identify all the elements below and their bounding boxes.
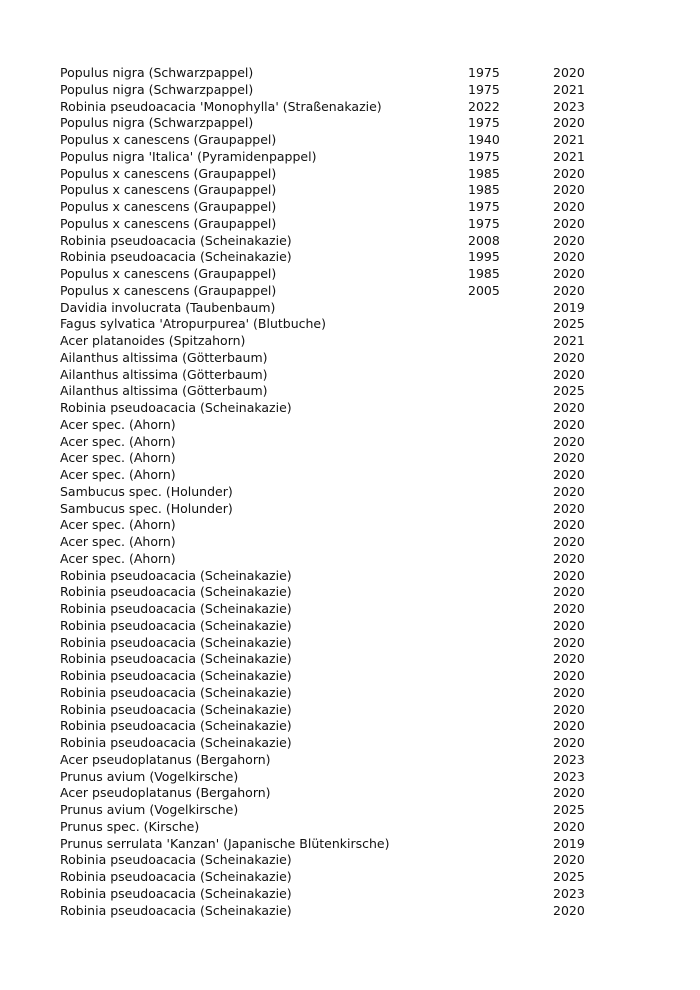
- tree-species-cell: Prunus avium (Vogelkirsche): [60, 768, 239, 784]
- inspection-year-cell: 2020: [553, 617, 585, 633]
- table-row: [60, 903, 613, 920]
- table-row: [60, 132, 613, 149]
- tree-species-cell: Davidia involucrata (Taubenbaum): [60, 299, 276, 315]
- tree-species-cell: Robinia pseudoacacia (Scheinakazie): [60, 232, 292, 248]
- tree-species-cell: Sambucus spec. (Holunder): [60, 483, 233, 499]
- planting-year-cell: [468, 601, 553, 618]
- tree-species-cell: Robinia pseudoacacia (Scheinakazie): [60, 852, 292, 868]
- table-row: [60, 233, 613, 250]
- planting-year-cell: [468, 752, 553, 769]
- table-row: [60, 568, 613, 585]
- planting-year-cell: [468, 501, 553, 518]
- tree-species-cell: Acer spec. (Ahorn): [60, 550, 176, 566]
- planting-year-cell: [468, 467, 553, 484]
- tree-species-cell: Populus x canescens (Graupappel): [60, 215, 277, 231]
- inspection-year-cell: 2019: [553, 835, 585, 851]
- inspection-year-cell: 2021: [553, 148, 585, 164]
- inspection-year-cell: 2020: [553, 852, 585, 868]
- tree-species-cell: Robinia pseudoacacia (Scheinakazie): [60, 885, 292, 901]
- table-row: [60, 668, 613, 685]
- inspection-year-cell: 2020: [553, 282, 585, 298]
- inspection-year-cell: 2020: [553, 416, 585, 432]
- inspection-year-cell: 2025: [553, 316, 585, 332]
- planting-year-cell: [468, 685, 553, 702]
- tree-species-cell: Robinia pseudoacacia (Scheinakazie): [60, 651, 292, 667]
- inspection-year-cell: 2020: [553, 634, 585, 650]
- inspection-year-cell: 2020: [553, 483, 585, 499]
- tree-species-cell: Acer spec. (Ahorn): [60, 433, 176, 449]
- planting-year-cell: [468, 300, 553, 317]
- table-row: [60, 517, 613, 534]
- inspection-year-cell: 2019: [553, 299, 585, 315]
- inspection-year-cell: 2020: [553, 266, 585, 281]
- tree-species-cell: Populus nigra (Schwarzpappel): [60, 81, 254, 97]
- tree-species-cell: Robinia pseudoacacia (Scheinakazie): [60, 869, 292, 884]
- table-row: [60, 584, 613, 601]
- tree-species-cell: Fagus sylvatica 'Atropurpurea' (Blutbuche): [60, 316, 326, 332]
- planting-year-cell: [468, 333, 553, 350]
- planting-year-cell: [468, 584, 553, 601]
- inspection-year-cell: 2020: [553, 550, 585, 566]
- table-row: [60, 601, 613, 618]
- planting-year-cell: 1995: [468, 249, 500, 265]
- planting-year-cell: 1975: [468, 148, 500, 164]
- inspection-year-cell: 2023: [553, 98, 585, 114]
- table-row: [60, 333, 613, 350]
- tree-species-cell: Robinia pseudoacacia (Scheinakazie): [60, 902, 292, 918]
- table-row: [60, 718, 613, 735]
- tree-species-cell: Robinia pseudoacacia (Scheinakazie): [60, 718, 292, 734]
- planting-year-cell: [468, 417, 553, 434]
- table-row: [60, 702, 613, 719]
- table-row: [60, 182, 613, 199]
- inspection-year-cell: 2020: [553, 400, 585, 415]
- planting-year-cell: 2022: [468, 98, 500, 114]
- inspection-year-cell: 2020: [553, 249, 585, 265]
- tree-species-cell: Populus x canescens (Graupappel): [60, 132, 277, 147]
- table-row: [60, 166, 613, 183]
- table-row: [60, 316, 613, 333]
- tree-species-cell: Robinia pseudoacacia (Scheinakazie): [60, 735, 292, 750]
- planting-year-cell: [468, 869, 553, 886]
- planting-year-cell: [468, 534, 553, 551]
- tree-species-cell: Robinia pseudoacacia (Scheinakazie): [60, 617, 292, 633]
- table-row: [60, 819, 613, 836]
- table-row: [60, 534, 613, 551]
- inspection-year-cell: 2020: [553, 567, 585, 583]
- table-row: [60, 300, 613, 317]
- inspection-year-cell: 2020: [553, 701, 585, 717]
- planting-year-cell: [468, 484, 553, 501]
- inspection-year-cell: 2020: [553, 115, 585, 131]
- tree-species-cell: Robinia pseudoacacia (Scheinakazie): [60, 400, 292, 415]
- planting-year-cell: [468, 618, 553, 635]
- planting-year-cell: [468, 802, 553, 819]
- table-row: [60, 383, 613, 400]
- table-row: [60, 769, 613, 786]
- planting-year-cell: [468, 367, 553, 384]
- table-row: [60, 501, 613, 518]
- table-row: [60, 618, 613, 635]
- inspection-year-cell: 2020: [553, 349, 585, 365]
- planting-year-cell: [468, 668, 553, 685]
- tree-species-cell: Robinia pseudoacacia (Scheinakazie): [60, 668, 292, 683]
- inspection-year-cell: 2020: [553, 450, 585, 466]
- inspection-year-cell: 2020: [553, 718, 585, 734]
- inspection-year-cell: 2020: [553, 433, 585, 449]
- inspection-year-cell: 2020: [553, 684, 585, 700]
- tree-species-cell: Ailanthus altissima (Götterbaum): [60, 383, 268, 399]
- tree-species-cell: Acer spec. (Ahorn): [60, 450, 176, 466]
- inspection-year-cell: 2020: [553, 65, 585, 80]
- planting-year-cell: 2008: [468, 232, 500, 248]
- inspection-year-cell: 2020: [553, 902, 585, 918]
- planting-year-cell: [468, 702, 553, 719]
- inspection-year-cell: 2021: [553, 333, 585, 348]
- tree-species-cell: Acer spec. (Ahorn): [60, 416, 176, 432]
- table-row: [60, 417, 613, 434]
- planting-year-cell: [468, 400, 553, 417]
- table-row: [60, 249, 613, 266]
- planting-year-cell: [468, 718, 553, 735]
- table-row: [60, 99, 613, 116]
- tree-species-cell: Robinia pseudoacacia (Scheinakazie): [60, 249, 292, 265]
- planting-year-cell: [468, 551, 553, 568]
- tree-species-cell: Acer spec. (Ahorn): [60, 517, 176, 533]
- table-row: [60, 551, 613, 568]
- tree-species-cell: Robinia pseudoacacia (Scheinakazie): [60, 584, 292, 600]
- table-row: [60, 350, 613, 367]
- planting-year-cell: [468, 819, 553, 836]
- table-row: [60, 869, 613, 886]
- inspection-year-cell: 2020: [553, 500, 585, 516]
- planting-year-cell: 1975: [468, 115, 500, 131]
- inspection-year-cell: 2020: [553, 165, 585, 181]
- inspection-year-cell: 2020: [553, 735, 585, 750]
- table-row: [60, 802, 613, 819]
- planting-year-cell: 2005: [468, 282, 500, 298]
- planting-year-cell: [468, 852, 553, 869]
- planting-year-cell: 1985: [468, 165, 500, 181]
- table-row: [60, 199, 613, 216]
- table-row: [60, 735, 613, 752]
- planting-year-cell: [468, 350, 553, 367]
- table-row: [60, 450, 613, 467]
- tree-species-cell: Robinia pseudoacacia 'Monophylla' (Straßenakazie): [60, 98, 382, 114]
- table-row: [60, 367, 613, 384]
- tree-species-cell: Populus x canescens (Graupappel): [60, 165, 277, 181]
- planting-year-cell: 1975: [468, 81, 500, 97]
- table-row: [60, 115, 613, 132]
- planting-year-cell: [468, 651, 553, 668]
- inspection-year-cell: 2020: [553, 785, 585, 801]
- planting-year-cell: [468, 886, 553, 903]
- tree-species-cell: Prunus spec. (Kirsche): [60, 818, 200, 834]
- planting-year-cell: [468, 836, 553, 853]
- tree-species-cell: Populus nigra 'Italica' (Pyramidenpappel): [60, 148, 317, 164]
- planting-year-cell: 1985: [468, 182, 500, 198]
- planting-year-cell: 1975: [468, 215, 500, 231]
- table-row: [60, 836, 613, 853]
- planting-year-cell: 1940: [468, 132, 500, 147]
- tree-species-cell: Robinia pseudoacacia (Scheinakazie): [60, 701, 292, 717]
- tree-species-cell: Robinia pseudoacacia (Scheinakazie): [60, 684, 292, 700]
- tree-species-cell: Populus x canescens (Graupappel): [60, 199, 277, 214]
- planting-year-cell: [468, 383, 553, 400]
- planting-year-cell: [468, 450, 553, 467]
- table-row: [60, 852, 613, 869]
- planting-year-cell: 1975: [468, 65, 500, 80]
- tree-species-cell: Populus x canescens (Graupappel): [60, 266, 277, 281]
- tree-species-cell: Populus x canescens (Graupappel): [60, 182, 277, 198]
- tree-species-cell: Prunus avium (Vogelkirsche): [60, 802, 239, 817]
- inspection-year-cell: 2020: [553, 517, 585, 533]
- table-row: [60, 886, 613, 903]
- tree-species-cell: Robinia pseudoacacia (Scheinakazie): [60, 567, 292, 583]
- planting-year-cell: [468, 635, 553, 652]
- tree-species-cell: Robinia pseudoacacia (Scheinakazie): [60, 634, 292, 650]
- tree-species-cell: Populus nigra (Schwarzpappel): [60, 115, 254, 131]
- tree-species-cell: Ailanthus altissima (Götterbaum): [60, 366, 268, 382]
- tree-species-cell: Populus nigra (Schwarzpappel): [60, 65, 254, 80]
- table-row: [60, 434, 613, 451]
- tree-species-cell: Acer spec. (Ahorn): [60, 534, 176, 549]
- table-row: [60, 752, 613, 769]
- tree-species-cell: Robinia pseudoacacia (Scheinakazie): [60, 601, 292, 616]
- inspection-year-cell: 2020: [553, 818, 585, 834]
- tree-list-table: [60, 65, 613, 919]
- table-row: [60, 651, 613, 668]
- inspection-year-cell: 2020: [553, 668, 585, 683]
- inspection-year-cell: 2020: [553, 467, 585, 482]
- inspection-year-cell: 2021: [553, 81, 585, 97]
- table-row: [60, 216, 613, 233]
- tree-list-body: [60, 65, 613, 919]
- planting-year-cell: [468, 735, 553, 752]
- planting-year-cell: 1985: [468, 266, 500, 281]
- inspection-year-cell: 2023: [553, 768, 585, 784]
- planting-year-cell: 1975: [468, 199, 500, 214]
- inspection-year-cell: 2025: [553, 869, 585, 884]
- planting-year-cell: [468, 785, 553, 802]
- table-row: [60, 400, 613, 417]
- inspection-year-cell: 2025: [553, 802, 585, 817]
- tree-species-cell: Acer platanoides (Spitzahorn): [60, 333, 246, 348]
- inspection-year-cell: 2023: [553, 751, 585, 767]
- inspection-year-cell: 2020: [553, 215, 585, 231]
- inspection-year-cell: 2020: [553, 366, 585, 382]
- planting-year-cell: [468, 903, 553, 920]
- table-row: [60, 635, 613, 652]
- planting-year-cell: [468, 434, 553, 451]
- inspection-year-cell: 2020: [553, 232, 585, 248]
- inspection-year-cell: 2023: [553, 885, 585, 901]
- inspection-year-cell: 2025: [553, 383, 585, 399]
- tree-species-cell: Populus x canescens (Graupappel): [60, 282, 277, 298]
- table-row: [60, 82, 613, 99]
- planting-year-cell: [468, 316, 553, 333]
- tree-species-cell: Sambucus spec. (Holunder): [60, 500, 233, 516]
- planting-year-cell: [468, 769, 553, 786]
- tree-species-cell: Ailanthus altissima (Götterbaum): [60, 349, 268, 365]
- tree-species-cell: Acer spec. (Ahorn): [60, 467, 176, 482]
- tree-species-cell: Acer pseudoplatanus (Bergahorn): [60, 751, 271, 767]
- inspection-year-cell: 2020: [553, 651, 585, 667]
- inspection-year-cell: 2020: [553, 584, 585, 600]
- table-row: [60, 467, 613, 484]
- inspection-year-cell: 2020: [553, 601, 585, 616]
- inspection-year-cell: 2021: [553, 132, 585, 147]
- tree-species-cell: Acer pseudoplatanus (Bergahorn): [60, 785, 271, 801]
- tree-species-cell: Prunus serrulata 'Kanzan' (Japanische Blütenkirsche): [60, 835, 390, 851]
- table-row: [60, 484, 613, 501]
- inspection-year-cell: 2020: [553, 534, 585, 549]
- table-row: [60, 65, 613, 82]
- table-row: [60, 283, 613, 300]
- inspection-year-cell: 2020: [553, 182, 585, 198]
- planting-year-cell: [468, 517, 553, 534]
- table-row: [60, 785, 613, 802]
- inspection-year-cell: 2020: [553, 199, 585, 214]
- table-row: [60, 149, 613, 166]
- table-row: [60, 266, 613, 283]
- table-row: [60, 685, 613, 702]
- planting-year-cell: [468, 568, 553, 585]
